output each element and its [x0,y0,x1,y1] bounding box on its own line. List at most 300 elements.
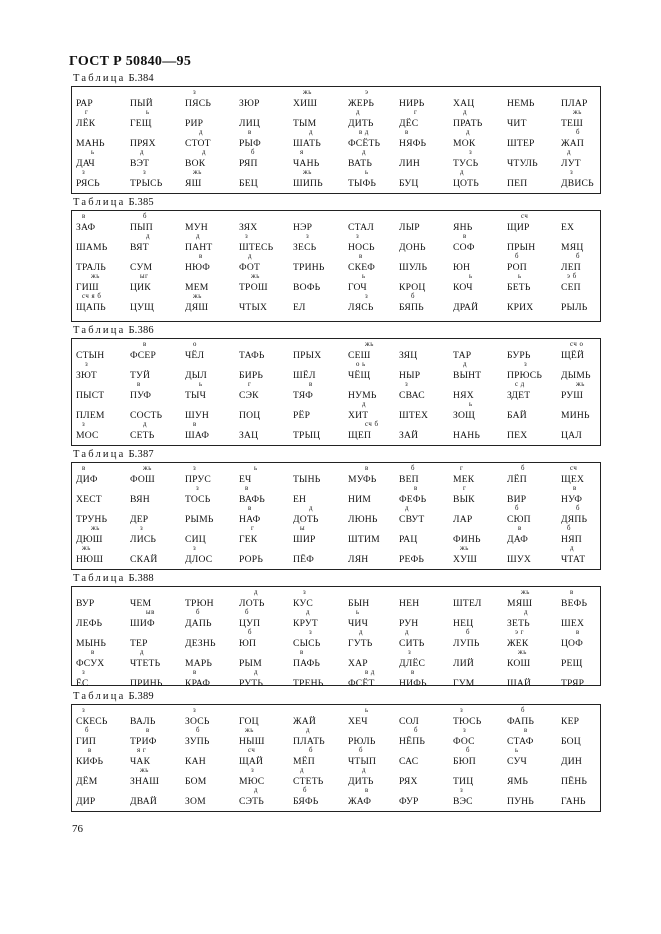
table-cell [399,533,459,547]
cell-word: ГУТЬ [348,638,373,649]
table-row [72,525,600,547]
cell-annotation: в д [359,129,369,136]
table-cell [293,473,353,487]
table-cell [185,293,245,315]
table-cell [293,553,353,567]
cell-word: КОЧ [453,282,473,293]
cell-word: ЯМЬ [507,776,529,787]
cell-word: ПУФ [130,390,152,401]
cell-word: ЩЁЙ [561,350,585,361]
cell-word: БОЦ [561,736,581,747]
cell-word: ШУХ [507,554,531,565]
table-row [72,213,600,235]
cell-word: ДЮШ [76,534,103,545]
table-cell [185,669,245,691]
table-row [72,401,600,423]
cell-word: ПРАТЬ [453,118,483,129]
cell-word: ЛЯН [348,554,369,565]
cell-annotation: в [193,669,197,676]
cell-word: БЯПЬ [399,302,424,313]
table-cell [239,505,299,527]
table-cell [185,117,245,131]
table-cell [507,629,567,651]
table-cell [293,409,353,423]
table-row [72,485,600,507]
table-cell [453,465,513,487]
cell-word: ДАПЬ [185,618,212,629]
table-cell [130,715,190,729]
table-row [72,707,600,729]
cell-word: СКЕФ [348,262,376,273]
cell-annotation: д [248,253,252,260]
cell-annotation: з [524,361,528,368]
table-cell [561,273,621,295]
cell-word: ЦИК [130,282,151,293]
cell-word: ЧИТ [507,118,527,129]
cell-word: БЮП [453,756,476,767]
table-cell [293,787,353,809]
table-row [72,233,600,255]
cell-word: ФОШ [130,474,155,485]
table-cell [185,795,245,809]
cell-word: БИРЬ [239,370,264,381]
table-cell [239,553,299,567]
cell-annotation: жь [460,545,469,552]
cell-annotation: з [306,233,310,240]
cell-word: РОРЬ [239,554,264,565]
cell-word: ФЕФЬ [399,494,427,505]
table-caption-word: Таблица [73,691,126,702]
cell-word: ЗОМ [185,796,206,807]
table-cell [453,677,513,691]
cell-word: БЕЦ [239,178,258,189]
table-number: Б.384 [128,73,154,84]
table-cell [453,429,513,443]
cell-annotation: з [460,707,464,714]
table-cell [399,597,459,611]
table-cell [185,545,245,567]
table-cell [239,747,299,769]
cell-word: ПЫП [130,222,153,233]
cell-word: ЧТЫП [348,756,377,767]
cell-word: ХУШ [453,554,477,565]
cell-word: КОШ [507,658,531,669]
cell-word: ЛИЦ [239,118,260,129]
cell-word: ЧТУЛЬ [507,158,538,169]
table-cell [130,421,190,443]
table-cell [130,409,190,423]
table-cell [185,637,245,651]
cell-word: РУТЬ [239,678,264,689]
cell-word: КЕР [561,716,580,727]
cell-word: МИНЬ [561,410,590,421]
table-cell [76,775,136,789]
cell-word: МЕК [453,474,475,485]
cell-word: ТРЫСЬ [130,178,163,189]
table-cell [293,221,353,235]
table-cell [76,109,136,131]
cell-annotation: б [251,149,255,156]
table-cell [507,137,567,151]
cell-annotation: д [306,609,310,616]
cell-annotation: б [411,293,415,300]
cell-word: ТЫНЬ [293,474,321,485]
cell-word: ЩИР [507,222,530,233]
cell-word: ДИФ [76,474,98,485]
cell-word: РЫМ [239,658,262,669]
cell-word: ЗЯЦ [399,350,418,361]
table-cell [239,381,299,403]
table-cell [239,301,299,315]
cell-annotation: б [245,609,249,616]
table-cell [293,715,353,729]
cell-word: ЛЯСЬ [348,302,374,313]
cell-word: ЖЕРЬ [348,98,375,109]
cell-annotation: жь [365,341,374,348]
cell-word: ЁС [76,678,89,689]
table-cell [453,97,513,111]
cell-word: РАР [76,98,93,109]
cell-word: ДИН [561,756,583,767]
table-row [72,129,600,151]
cell-word: РЫЛЬ [561,302,588,313]
cell-annotation: я г [137,747,147,754]
cell-annotation: э б [567,273,577,280]
table-row [72,545,600,567]
table-cell [76,421,136,443]
cell-word: ТРЫЦ [293,430,321,441]
table-cell [561,465,621,487]
cell-word: ПРЫН [507,242,536,253]
cell-annotation: з [85,361,89,368]
table-cell [185,341,245,363]
cell-annotation: б [515,505,519,512]
table-caption-word: Таблица [73,325,126,336]
cell-word: НЮФ [185,262,210,273]
table-row [72,273,600,295]
table-cell [561,369,621,383]
cell-annotation: жь [303,169,312,176]
table-cell [399,429,459,443]
cell-word: ДЯПЬ [561,514,588,525]
table-cell [185,513,245,527]
table-cell [130,747,190,769]
cell-word: МЫНЬ [76,638,107,649]
table-row [72,109,600,131]
cell-word: ШТЕР [507,138,535,149]
cell-word: ЛЮНЬ [348,514,378,525]
cell-word: ТРАЛЬ [76,262,106,273]
table-cell [507,301,567,315]
cell-annotation: в [143,341,147,348]
table-number: Б.386 [128,325,154,336]
page-number: 76 [72,823,83,835]
table-cell [293,89,353,111]
cell-word: КАН [185,756,206,767]
cell-word: ЛАР [453,514,473,525]
cell-annotation: ь [91,149,95,156]
cell-word: НЮШ [76,554,104,565]
table-cell [399,221,459,235]
cell-word: СТАЛ [348,222,375,233]
table-cell [399,381,459,403]
cell-word: ПРИНЬ [130,678,163,689]
cell-word: ВАЛЬ [130,716,156,727]
cell-word: ЛЕП [561,262,581,273]
cell-annotation: в [405,129,409,136]
cell-annotation: б [303,787,307,794]
table-cell [76,213,136,235]
cell-word: ТЫФЬ [348,178,377,189]
cell-word: ЛУПЬ [453,638,480,649]
cell-word: ЩАПЬ [76,302,106,313]
cell-word: ГЕЩ [130,118,152,129]
cell-word: ШТЕСЬ [239,242,274,253]
cell-word: ЛУТ [561,158,581,169]
table-cell [507,409,567,423]
cell-annotation: ь [146,109,150,116]
table-cell [76,465,136,487]
cell-word: НАНЬ [453,430,481,441]
cell-word: СТАФ [507,736,534,747]
word-table [71,704,601,812]
table-cell [239,767,299,789]
cell-word: ЦАЛ [561,430,582,441]
cell-annotation: г [248,381,252,388]
table-cell [130,149,190,171]
cell-annotation: з [365,293,369,300]
cell-word: БЯФЬ [293,796,319,807]
cell-word: ВАТЬ [348,158,373,169]
cell-annotation: д [362,401,366,408]
table-cell [507,553,567,567]
cell-word: ГИШ [76,282,99,293]
cell-word: ГИП [76,736,97,747]
cell-annotation: д [567,149,571,156]
table-cell [130,273,190,295]
cell-annotation: в [199,253,203,260]
table-cell [507,177,567,191]
table-cell [453,747,513,769]
cell-word: РЯСЬ [76,178,100,189]
cell-word: ТРЯР [561,678,585,689]
table-cell [130,513,190,527]
cell-word: ПАНТ [185,242,213,253]
cell-word: ЦУП [239,618,261,629]
cell-word: СУЧ [507,756,527,767]
cell-word: МЁП [293,756,315,767]
cell-annotation: б [576,505,580,512]
cell-word: КРУТ [293,618,318,629]
cell-word: РЕЩ [561,658,583,669]
cell-word: ПЕП [507,178,528,189]
table-cell [507,747,567,769]
table-cell [399,409,459,423]
cell-annotation: з [570,169,574,176]
cell-word: ФСУХ [76,658,105,669]
cell-word: ПЯСЬ [185,98,212,109]
cell-annotation: ы [300,525,306,532]
cell-word: ЗЯХ [239,222,258,233]
table-cell [185,465,245,487]
cell-annotation: д [356,109,360,116]
cell-word: ХИТ [348,410,369,421]
cell-word: ХЕСТ [76,494,102,505]
cell-annotation: б [466,629,470,636]
table-row [72,149,600,171]
cell-annotation: ыв [146,609,155,616]
cell-word: РЯП [239,158,258,169]
table-cell [507,253,567,275]
table-cell [561,775,621,789]
table-cell [453,513,513,527]
table-cell [561,109,621,131]
cell-word: ШАМЬ [76,242,108,253]
table-cell [130,597,190,611]
cell-annotation: б [196,609,200,616]
cell-word: ТЫМ [293,118,317,129]
table-cell [76,545,136,567]
cell-annotation: сч я б [82,293,102,300]
cell-word: ЗАФ [76,222,96,233]
cell-word: ФАПЬ [507,716,535,727]
cell-annotation: ь [362,273,366,280]
cell-annotation: сч б [365,421,379,428]
cell-annotation: б [521,707,525,714]
cell-word: ДВАЙ [130,796,157,807]
cell-annotation: в [82,213,86,220]
table-cell [185,775,245,789]
cell-annotation: в [518,525,522,532]
table-cell [293,589,353,611]
table-cell [239,787,299,809]
table-cell [185,253,245,275]
cell-word: СЕП [561,282,581,293]
cell-annotation: жь [91,273,100,280]
cell-annotation: з [82,169,86,176]
cell-annotation: б [567,525,571,532]
cell-word: ШИФ [130,618,155,629]
cell-word: ШТЕЛ [453,598,482,609]
cell-word: ЧЁЛ [185,350,205,361]
cell-word: ТРЕНЬ [293,678,324,689]
cell-annotation: з [193,89,197,96]
table-number: Б.388 [128,573,154,584]
cell-annotation: д [199,129,203,136]
cell-annotation: д [463,109,467,116]
cell-annotation: д [140,149,144,156]
cell-word: ФУР [399,796,419,807]
cell-word: СВАС [399,390,425,401]
table-cell [239,177,299,191]
table-row [72,169,600,191]
cell-word: ЕХ [561,222,575,233]
cell-word: ТРОШ [239,282,268,293]
cell-word: ЖАЙ [293,716,317,727]
cell-annotation: б [521,465,525,472]
table-cell [185,707,245,729]
table-cell [399,157,459,171]
cell-word: МОК [453,138,476,149]
cell-annotation: с д [515,381,525,388]
table-caption [73,449,154,461]
table-cell [185,381,245,403]
cell-word: ДЁМ [76,776,98,787]
table-cell [239,253,299,275]
cell-word: ЗЕТЬ [507,618,530,629]
table-cell [130,795,190,809]
table-row [72,89,600,111]
cell-word: ТЫЧ [185,390,207,401]
cell-word: ДЛЁС [399,658,426,669]
cell-word: ЧЁЩ [348,370,371,381]
cell-annotation: д [524,609,528,616]
cell-word: ТАР [453,350,472,361]
cell-word: ПЫСТ [76,390,105,401]
table-cell [293,301,353,315]
cell-word: ЩАЙ [239,756,264,767]
table-cell [453,597,513,611]
table-cell [76,389,136,403]
cell-annotation: жь [193,169,202,176]
cell-word: ТАФЬ [239,350,265,361]
cell-word: БАЙ [507,410,527,421]
cell-word: ТРЮН [185,598,214,609]
table-cell [561,617,621,631]
cell-annotation: сч [570,465,578,472]
cell-word: ГОЦ [239,716,259,727]
table-cell [561,485,621,507]
cell-word: СИЦ [185,534,206,545]
cell-annotation: з [140,525,144,532]
table-cell [293,649,353,671]
table-caption-word: Таблица [73,73,126,84]
table-cell [76,513,136,527]
table-cell [399,755,459,769]
cell-word: ТУЙ [130,370,151,381]
cell-word: ЦУЩ [130,302,154,313]
cell-annotation: в [245,485,249,492]
cell-word: ВИР [507,494,527,505]
table-cell [507,505,567,527]
word-table [71,338,601,446]
cell-word: РЕФЬ [399,554,425,565]
table-cell [130,525,190,547]
cell-word: ГЕК [239,534,258,545]
page-title: ГОСТ Р 50840—95 [69,54,192,69]
table-cell [130,301,190,315]
table-cell [507,649,567,671]
cell-word: ВЫНТ [453,370,482,381]
table-cell [453,629,513,651]
table-cell [76,637,136,651]
cell-annotation: д [466,129,470,136]
cell-word: СКЕСЬ [76,716,108,727]
cell-annotation: з [356,233,360,240]
cell-annotation: ь [356,609,360,616]
cell-word: ЛИСЬ [130,534,157,545]
cell-annotation: ь [469,273,473,280]
cell-word: БУЦ [399,178,419,189]
cell-annotation: жь [140,767,149,774]
cell-word: ВЫК [453,494,475,505]
cell-word: СОЛ [399,716,419,727]
cell-annotation: жь [82,545,91,552]
cell-word: ПОЦ [239,410,261,421]
table-row [72,341,600,363]
table-cell [399,241,459,255]
cell-annotation: з [245,233,249,240]
